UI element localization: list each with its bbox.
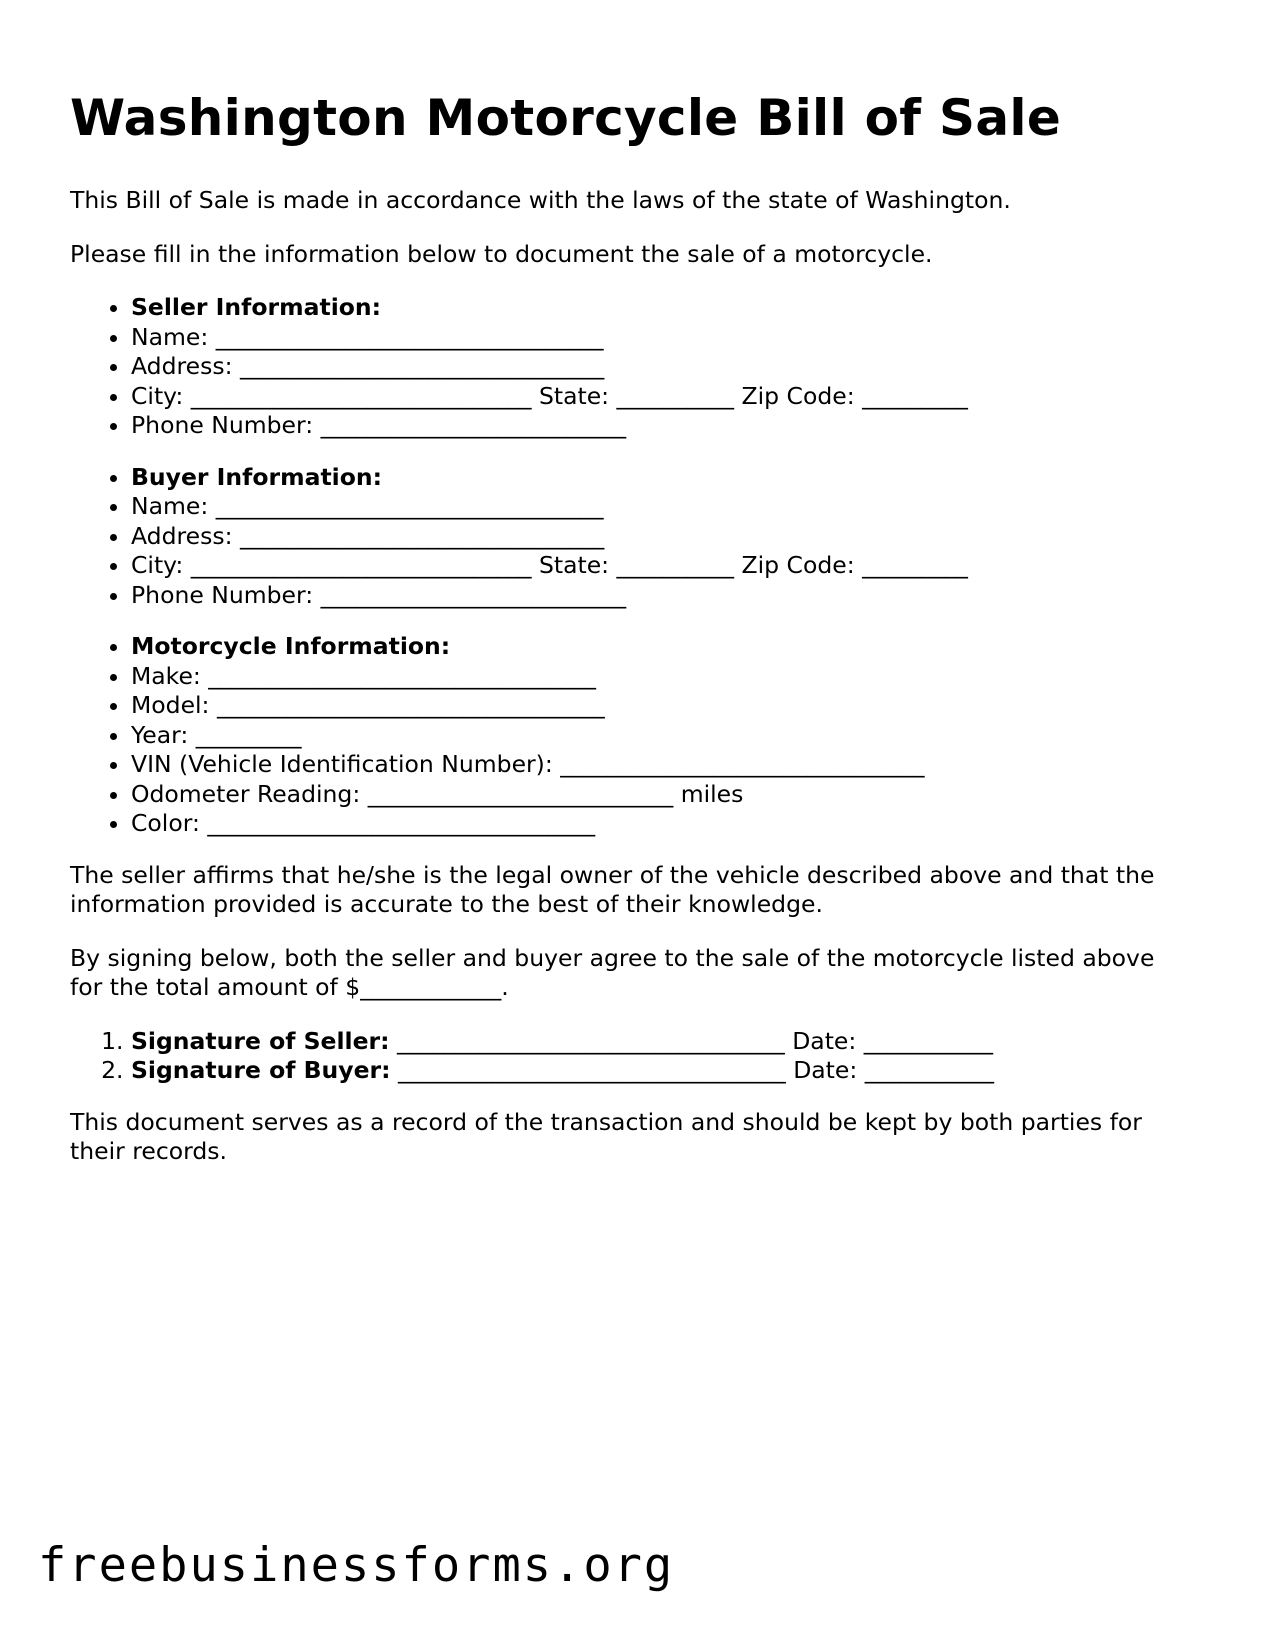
intro-instructions-paragraph: Please fill in the information below to document the sale of a motorcycle. (70, 239, 933, 268)
motorcycle-year-field: • Year: _________ (131, 721, 1190, 751)
buyer-phone-field: • Phone Number: __________________________ (131, 581, 1190, 611)
intro-laws-paragraph: This Bill of Sale is made in accordance with the laws of the state of Washington. (70, 186, 1011, 214)
motorcycle-model-field: • Model: _________________________________ (131, 691, 1190, 721)
seller-phone-field: • Phone Number: __________________________ (131, 411, 1190, 441)
buyer-signature-line (131, 1056, 1190, 1086)
buyer-signature-label: Signature of Buyer: (131, 1056, 391, 1084)
watermark: freebusinessforms.org (38, 1538, 675, 1593)
seller-signature-label: Signature of Seller: (131, 1026, 390, 1055)
buyer-information-list (70, 463, 1190, 611)
motorcycle-odometer-field: • Odometer Reading: __________________________ miles (131, 780, 1190, 810)
document-title: Washington Motorcycle Bill of Sale (70, 89, 1062, 147)
affirmation-paragraph: The seller affirms that he/she is the legal owner of the vehicle described above and that the information provided is accurate to the best of their knowledge. (70, 860, 1155, 918)
agreement-paragraph: By signing below, both the seller and buyer agree to the sale of the motorcycle listed above for the total amount of $____________. (70, 943, 1155, 1001)
buyer-address-field: • Address: _______________________________ (131, 522, 1190, 552)
motorcycle-heading: • Motorcycle Information: (131, 632, 1190, 662)
motorcycle-vin-field: • VIN (Vehicle Identification Number): _______________________________ (131, 750, 1190, 780)
signature-list (70, 1027, 1190, 1086)
seller-heading: • Seller Information: (131, 293, 1190, 323)
motorcycle-make-field: • Make: _________________________________ (131, 662, 1190, 692)
motorcycle-color-field: • Color: _________________________________ (131, 809, 1190, 839)
buyer-name-field: • Name: _________________________________ (131, 492, 1190, 522)
seller-signature-line (131, 1027, 1190, 1057)
closing-paragraph: This document serves as a record of the transaction and should be kept by both parties for their records. (70, 1107, 1142, 1165)
motorcycle-information-list (70, 632, 1190, 839)
document-page (70, 84, 1190, 1191)
seller-address-field: • Address: _______________________________ (131, 352, 1190, 382)
seller-signature-blank: _________________________________ Date: ___________ (389, 1026, 994, 1055)
seller-city-state-zip-field: • City: _____________________________ State: __________ Zip Code: _________ (131, 382, 1190, 412)
buyer-signature-blank: _________________________________ Date: ___________ (390, 1056, 994, 1084)
buyer-heading: • Buyer Information: (131, 463, 1190, 493)
seller-name-field: • Name: _________________________________ (131, 323, 1190, 353)
buyer-city-state-zip-field: • City: _____________________________ State: __________ Zip Code: _________ (131, 551, 1190, 581)
seller-information-list (70, 293, 1190, 441)
